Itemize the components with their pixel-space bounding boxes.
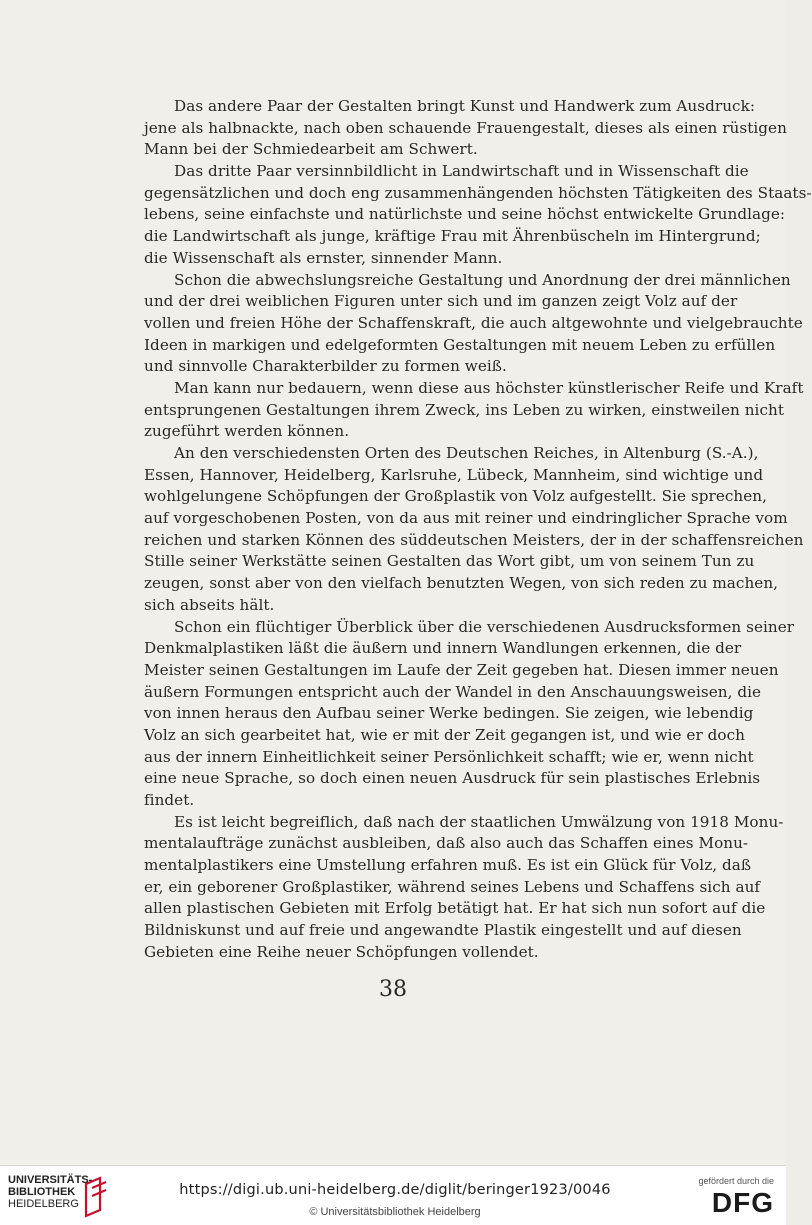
text-line: Mann bei der Schmiedearbeit am Schwert. [144,140,478,159]
text-line: zeugen, sonst aber von den vielfach benutzten Wegen, von sich reden zu machen, [144,574,779,593]
text-line: Gebieten eine Reihe neuer Schöpfungen vollendet. [144,942,539,961]
text-line: die Landwirtschaft als junge, kräftige Frau mit Ährenbüscheln im Hintergrund; [144,227,761,246]
text-line: und sinnvolle Charakterbilder zu formen weiß. [144,357,507,376]
copyright-notice: © Universitätsbibliothek Heidelberg [309,1206,481,1218]
text-line: äußern Formungen entspricht auch der Wandel in den Anschauungsweisen, die [144,682,762,701]
text-line: wohlgelungene Schöpfungen der Großplastik von Volz aufgestellt. Sie sprechen, [144,487,768,506]
text-line: lebens, seine einfachste und natürlichste und seine höchst entwickelte Grundlage: [144,205,786,224]
text-line: Denkmalplastiken läßt die äußern und innern Wandlungen erkennen, die der [144,639,742,658]
text-line: von innen heraus den Aufbau seiner Werke bedingen. Sie zeigen, wie lebendig [144,704,754,723]
library-logo-icon [82,1176,108,1216]
text-line: Stille seiner Werkstätte seinen Gestalten das Wort gibt, um von seinem Tun zu [144,552,755,571]
viewer-footer [0,1165,786,1225]
text-line: Essen, Hannover, Heidelberg, Karlsruhe, Lübeck, Mannheim, sind wichtige und [144,465,764,484]
text-line: Ideen in markigen und edelgeformten Gestaltungen mit neuem Leben zu erfüllen [144,335,776,354]
text-line: Es ist leicht begreiflich, daß nach der staatlichen Umwälzung von 1918 Monu- [174,812,784,831]
text-line: Volz an sich gearbeitet hat, wie er mit der Zeit gegangen ist, und wie er doch [144,725,746,744]
text-line: allen plastischen Gebieten mit Erfolg betätigt hat. Er hat sich nun sofort auf die [144,899,766,918]
body-text [144,96,812,964]
permalink-url[interactable]: https://digi.ub.uni-heidelberg.de/diglit/beringer1923/0046 [179,1182,611,1198]
text-line: er, ein geborener Großplastiker, während seines Lebens und Schaffens sich auf [144,877,761,896]
text-line: zugeführt werden können. [144,422,350,441]
text-line: Schon die abwechslungsreiche Gestaltung und Anordnung der drei männlichen [174,270,791,289]
page-number: 38 [379,977,407,1002]
text-line: Das andere Paar der Gestalten bringt Kunst und Handwerk zum Ausdruck: [174,97,755,115]
library-name-line2: BIBLIOTHEK [8,1186,76,1198]
text-line: An den verschiedensten Orten des Deutschen Reiches, in Altenburg (S.-A.), [174,444,759,462]
text-line: die Wissenschaft als ernster, sinnender Mann. [144,248,503,267]
text-line: reichen und starken Können des süddeutschen Meisters, der in der schaffensreichen [144,530,804,549]
dfg-logo[interactable]: DFG [711,1187,774,1218]
text-line: auf vorgeschobenen Posten, von da aus mit reiner und eindringlicher Sprache vom [144,509,788,528]
funding-caption: gefördert durch die [698,1176,774,1186]
text-line: eine neue Sprache, so doch einen neuen Ausdruck für sein plastisches Erlebnis [144,769,761,788]
text-line: Schon ein flüchtiger Überblick über die verschiedenen Ausdrucksformen seiner [174,617,795,636]
text-line: entsprungenen Gestaltungen ihrem Zweck, ins Leben zu wirken, einstweilen nicht [144,400,784,419]
text-line: mentalaufträge zunächst ausbleiben, daß also auch das Schaffen eines Monu- [144,834,749,853]
text-line: sich abseits hält. [144,595,275,614]
library-logo-text[interactable] [8,1174,92,1210]
text-line: Meister seinen Gestaltungen im Laufe der Zeit gegeben hat. Diesen immer neuen [144,660,779,679]
library-name-line1: UNIVERSITÄTS- [8,1174,93,1186]
text-line: Bildniskunst und auf freie und angewandte Plastik eingestellt und auf diesen [144,921,742,940]
text-line: findet. [144,791,195,809]
text-line: gegensätzlichen und doch eng zusammenhängenden höchsten Tätigkeiten des Staats- [144,183,812,202]
text-line: Das dritte Paar versinnbildlicht in Landwirtschaft und in Wissenschaft die [174,162,749,181]
text-line: jene als halbnackte, nach oben schauende Frauengestalt, dieses als einen rüstigen [144,118,787,137]
text-line: mentalplastikers eine Umstellung erfahren muß. Es ist ein Glück für Volz, daß [144,856,752,875]
text-line: und der drei weiblichen Figuren unter sich und im ganzen zeigt Volz auf der [144,292,738,311]
text-line: vollen und freien Höhe der Schaffenskraft, die auch altgewohnte und vielgebrauchte [144,313,803,332]
text-line: Man kann nur bedauern, wenn diese aus höchster künstlerischer Reife und Kraft [174,378,804,397]
text-line: aus der innern Einheitlichkeit seiner Persönlichkeit schafft; wie er, wenn nicht [144,747,754,766]
library-name-line3: HEIDELBERG [8,1198,79,1210]
